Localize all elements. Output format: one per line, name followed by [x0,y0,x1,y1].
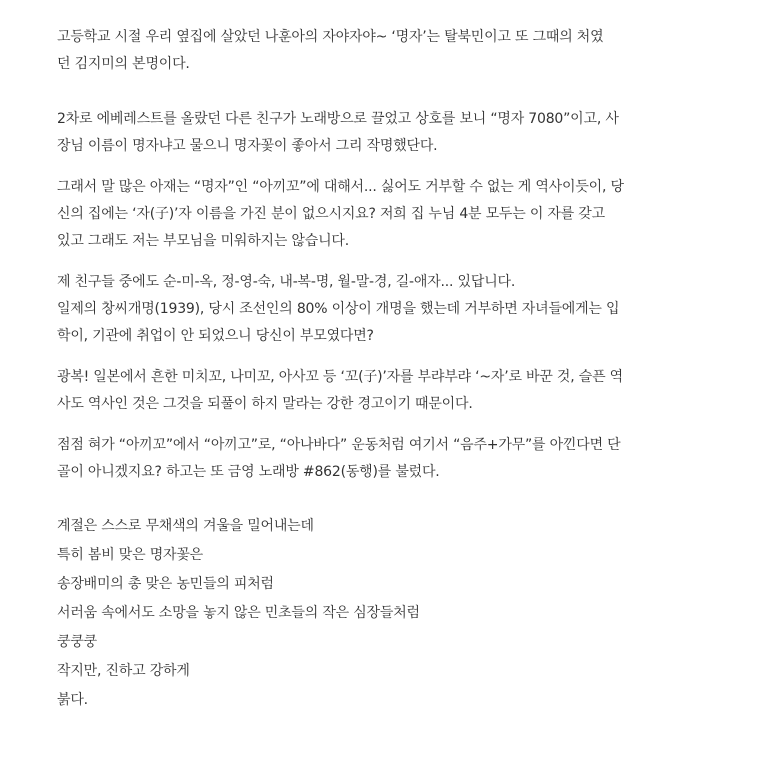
paragraph-line: 그래서 말 많은 아재는 “명자”인 “아끼꼬”에 대해서... 싫어도 거부할 수 없는 게 역사이듯이, 당 [57,179,624,195]
poem-line: 작지만, 진하고 강하게 [57,663,190,679]
paragraph-line: 점점 혀가 “아끼꼬”에서 “아끼고”로, “아나바다” 운동처럼 여기서 “음주+가무”를 아낀다면 단 [57,437,621,453]
paragraph-1 [57,24,727,78]
poem [57,512,727,715]
paragraph-line: 학이, 기관에 취업이 안 되었으니 당신이 부모였다면? [57,328,374,344]
paragraph-line: 던 김지미의 본명이다. [57,56,190,72]
paragraph-line: 장님 이름이 명자냐고 물으니 명자꽃이 좋아서 그리 작명했단다. [57,138,438,154]
paragraph-line: 제 친구들 중에도 순-미-옥, 정-영-숙, 내-복-명, 월-말-경, 길-애자... 있답니다. [57,274,516,290]
paragraph-line: 2차로 에베레스트를 올랐던 다른 친구가 노래방으로 끌었고 상호를 보니 “명자 7080”이고, 사 [57,111,619,127]
paragraph-3 [57,174,727,255]
poem-line: 붉다. [57,692,88,708]
paragraph-line: 고등학교 시절 우리 옆집에 살았던 나훈아의 자야자야~ ‘명자’는 탈북민이고 또 그때의 처였 [57,29,604,45]
paragraph-line: 광복! 일본에서 흔한 미치꼬, 나미꼬, 아사꼬 등 ‘꼬(子)’자를 부랴부랴 ‘~자’로 바꾼 것, 슬픈 역 [57,369,623,385]
paragraph-line: 골이 아니겠지요? 하고는 또 금영 노래방 #862(동행)를 불렀다. [57,464,440,480]
poem-line: 특히 봄비 맞은 명자꽃은 [57,547,203,563]
paragraph-4 [57,269,727,350]
paragraph-line: 있고 그래도 저는 부모님을 미워하지는 않습니다. [57,233,349,249]
poem-line: 서러움 속에서도 소망을 놓지 않은 민초들의 작은 심장들처럼 [57,605,420,621]
poem-line: 송장배미의 총 맞은 농민들의 피처럼 [57,576,274,592]
paragraph-5 [57,364,727,418]
paragraph-line: 사도 역사인 것은 그것을 되풀이 하지 말라는 강한 경고이기 때문이다. [57,396,473,412]
paragraph-line: 신의 집에는 ‘자(子)’자 이름을 가진 분이 없으시지요? 저희 집 누님 4분 모두는 이 자를 갖고 [57,206,605,222]
paragraph-2 [57,106,727,160]
poem-line: 계절은 스스로 무채색의 겨울을 밀어내는데 [57,518,314,534]
article-body [57,24,727,715]
poem-line: 쿵쿵쿵 [57,634,97,650]
paragraph-line: 일제의 창씨개명(1939), 당시 조선인의 80% 이상이 개명을 했는데 거부하면 자녀들에게는 입 [57,301,620,317]
paragraph-6 [57,432,727,486]
spacer [57,92,727,106]
